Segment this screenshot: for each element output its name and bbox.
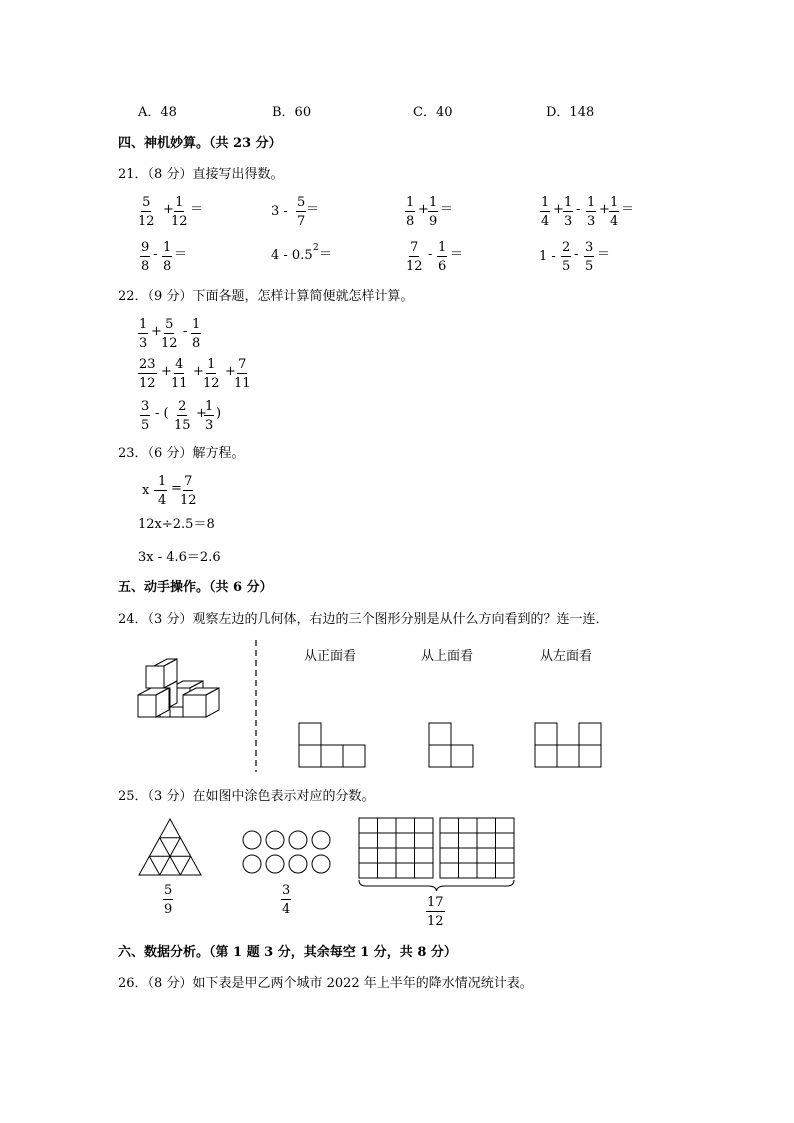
fraction-triangle: $\frac{5}{9}$ — [164, 883, 173, 917]
view-figure-3 — [534, 722, 604, 768]
view-figure-2 — [428, 722, 476, 768]
choice-c: C．40 — [413, 105, 453, 120]
view-label-left: 从左面看 — [540, 649, 593, 664]
q23-eq2: 12x÷2.5＝8 — [138, 517, 215, 532]
dashed-divider — [254, 640, 258, 772]
section4-title: 四、神机妙算。（共 23 分） — [118, 136, 282, 151]
choice-b: B．60 — [272, 105, 312, 120]
q24-stem: 24．（3 分）观察左边的几何体，右边的三个图形分别是从什么方向看到的？连一连． — [118, 612, 609, 627]
q23-eq3: 3x - 4.6＝2.6 — [138, 550, 221, 565]
view-label-front: 从正面看 — [304, 649, 357, 664]
cube-solid-figure — [130, 655, 230, 730]
view-label-top: 从上面看 — [421, 649, 474, 664]
view-figure-1 — [298, 722, 368, 768]
fraction-circles: $\frac{3}{4}$ — [282, 883, 291, 917]
q22-stem: 22．（9 分）下面各题，怎样计算简便就怎样计算。 — [118, 289, 414, 304]
q21-stem: 21．（8 分）直接写出得数。 — [118, 167, 284, 182]
choice-d: D．148 — [546, 105, 595, 120]
q25-stem: 25．（3 分）在如图中涂色表示对应的分数。 — [118, 789, 375, 804]
grid-rectangles-figure — [356, 817, 518, 892]
section6-title: 六、数据分析。（第 1 题 3 分，其余每空 1 分，共 8 分） — [118, 945, 457, 960]
circles-figure — [242, 830, 334, 876]
fraction-grids: $\frac{17}{12}$ — [427, 895, 444, 929]
choice-a: A．48 — [138, 105, 177, 120]
q23-stem: 23．（6 分）解方程。 — [118, 446, 245, 461]
triangle-figure — [138, 818, 202, 878]
q26-stem: 26．（8 分）如下表是甲乙两个城市 2022 年上半年的降水情况统计表。 — [118, 976, 533, 991]
section5-title: 五、动手操作。（共 6 分） — [118, 580, 273, 595]
